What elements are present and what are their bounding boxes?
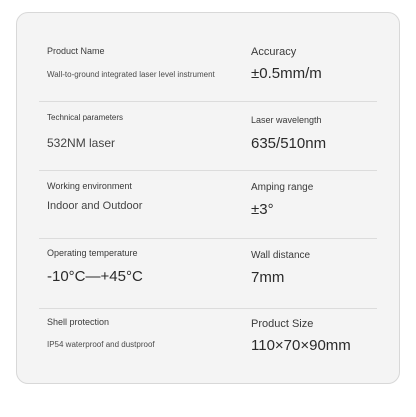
spec-value: -10°C—+45°C bbox=[47, 268, 143, 285]
spec-label: Technical parameters bbox=[47, 113, 124, 122]
spec-label: Working environment bbox=[47, 181, 132, 191]
spec-cell-amping-range bbox=[251, 171, 391, 241]
spec-cell-shell-protection bbox=[47, 309, 237, 379]
spec-value: ±0.5mm/m bbox=[251, 65, 322, 82]
row-divider bbox=[39, 238, 377, 239]
spec-row-shell-protection bbox=[17, 309, 399, 379]
spec-value: ±3° bbox=[251, 201, 274, 218]
spec-cell-wall-distance bbox=[251, 241, 391, 311]
spec-label: Amping range bbox=[251, 182, 314, 193]
spec-cell-technical-parameters bbox=[47, 103, 237, 173]
spec-cell-product-size bbox=[251, 309, 391, 379]
spec-value: Indoor and Outdoor bbox=[47, 200, 143, 212]
spec-cell-laser-wavelength bbox=[251, 103, 391, 173]
spec-label: Wall distance bbox=[251, 250, 311, 261]
spec-label: Product Name bbox=[47, 46, 105, 56]
spec-label: Operating temperature bbox=[47, 248, 138, 258]
spec-value: 635/510nm bbox=[251, 135, 327, 152]
spec-label: Product Size bbox=[251, 318, 314, 330]
spec-cell-accuracy bbox=[251, 33, 391, 103]
spec-row-operating-temperature bbox=[17, 241, 399, 311]
spec-label: Shell protection bbox=[47, 317, 110, 327]
spec-row-product-name bbox=[17, 33, 399, 103]
row-divider bbox=[39, 101, 377, 102]
spec-value: IP54 waterproof and dustproof bbox=[47, 340, 155, 349]
spec-card bbox=[16, 12, 400, 384]
spec-label: Laser wavelength bbox=[251, 115, 322, 125]
spec-cell-operating-temperature bbox=[47, 241, 237, 311]
spec-cell-product-name bbox=[47, 33, 237, 103]
spec-row-technical-parameters bbox=[17, 103, 399, 173]
spec-cell-working-environment bbox=[47, 171, 237, 241]
spec-value: 7mm bbox=[251, 269, 285, 286]
spec-value: 110×70×90mm bbox=[251, 337, 351, 354]
spec-value: Wall-to-ground integrated laser level instrument bbox=[47, 70, 215, 79]
spec-label: Accuracy bbox=[251, 46, 297, 58]
spec-value: 532NM laser bbox=[47, 136, 116, 150]
spec-row-working-environment bbox=[17, 171, 399, 241]
